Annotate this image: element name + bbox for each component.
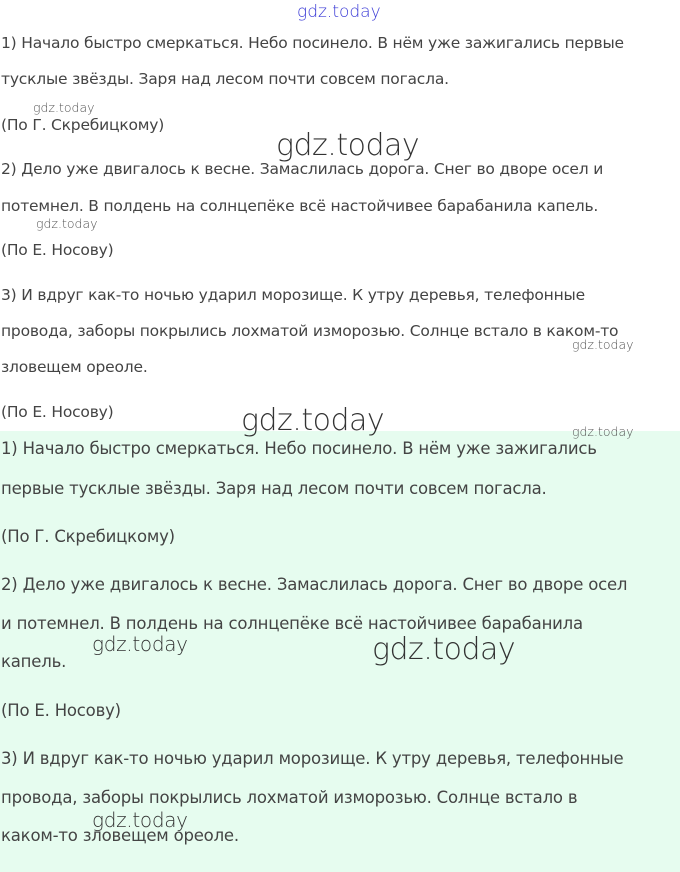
paragraph-3-line-3: зловещем ореоле. [1,358,148,376]
watermark-small-2: gdz.today [36,216,98,231]
paragraph-2-source: (По Е. Носову) [1,241,114,259]
watermark-large-2: gdz.today [241,403,385,438]
answer-paragraph-3-line-1: 3) И вдруг как-то ночью ударил морозище. К утру деревья, телефонные [1,749,624,768]
watermark-large-1: gdz.today [276,128,420,163]
answer-paragraph-2-source: (По Е. Носову) [1,701,121,720]
watermark-medium-2: gdz.today [92,808,188,832]
answer-paragraph-1-line-1: 1) Начало быстро смеркаться. Небо посинело. В нём уже зажигались [1,439,597,458]
paragraph-1-line-2: тусклые звёзды. Заря над лесом почти совсем погасла. [1,70,449,88]
paragraph-3-source: (По Е. Носову) [1,403,114,421]
paragraph-1-line-1: 1) Начало быстро смеркаться. Небо посинело. В нём уже зажигались первые [1,34,624,52]
paragraph-3-line-2: провода, заборы покрылись лохматой изморозью. Солнце встало в каком-то [1,322,619,340]
answer-paragraph-2-line-1: 2) Дело уже двигалось к весне. Замаслилась дорога. Снег во дворе осел [1,575,628,594]
answer-paragraph-1-source: (По Г. Скребицкому) [1,527,175,546]
answer-paragraph-2-line-2: и потемнел. В полдень на солнцепёке всё настойчивее барабанила [1,614,583,633]
watermark-small-3: gdz.today [572,337,634,352]
watermark-top: gdz.today [297,2,381,22]
answer-paragraph-1-line-2: первые тусклые звёзды. Заря над лесом почти совсем погасла. [1,479,547,498]
watermark-large-3: gdz.today [372,632,516,667]
watermark-small-4: gdz.today [572,424,634,439]
watermark-small-1: gdz.today [33,100,95,115]
answer-paragraph-2-line-3: капель. [1,652,67,671]
paragraph-3-line-1: 3) И вдруг как-то ночью ударил морозище. К утру деревья, телефонные [1,286,585,304]
answer-paragraph-3-line-2: провода, заборы покрылись лохматой изморозью. Солнце встало в [1,788,578,807]
paragraph-2-line-2: потемнел. В полдень на солнцепёке всё настойчивее барабанила капель. [1,197,599,215]
watermark-medium-1: gdz.today [92,632,188,656]
paragraph-1-source: (По Г. Скребицкому) [1,116,165,134]
answer-paragraph-3-line-3: каком-то зловещем ореоле. [1,826,239,845]
paragraph-2-line-1: 2) Дело уже двигалось к весне. Замаслилась дорога. Снег во дворе осел и [1,160,604,178]
